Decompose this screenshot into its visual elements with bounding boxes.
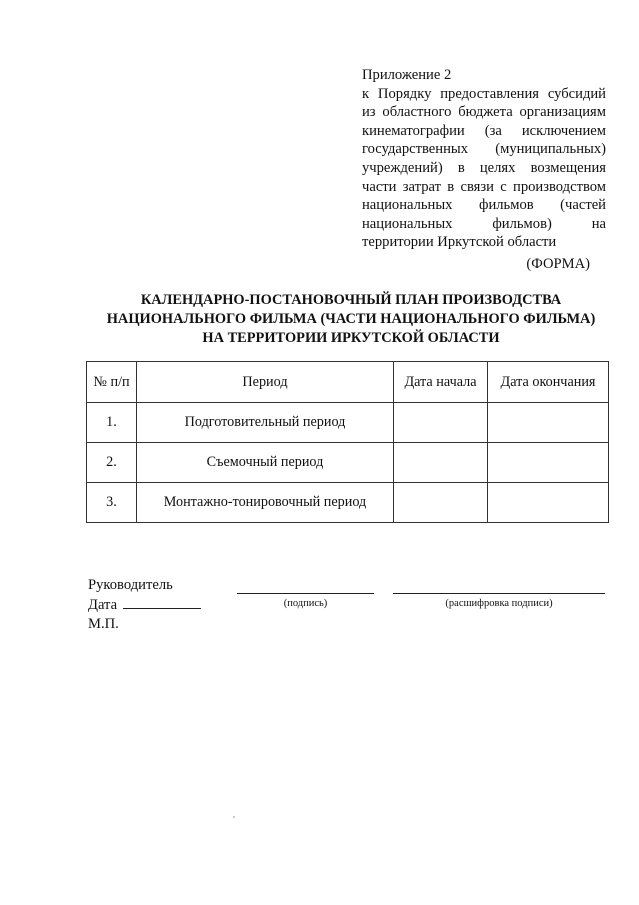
appendix-line: части затрат в связи с производством — [362, 178, 606, 195]
appendix-line: государственных (муниципальных) — [362, 141, 606, 158]
row-end-date — [488, 443, 609, 483]
appendix-line: учреждений) в целях возмещения — [362, 159, 606, 176]
appendix-line: из областного бюджета организациям — [362, 104, 606, 121]
production-plan-table — [86, 361, 609, 523]
row-number: 1. — [87, 403, 137, 443]
date-label: Дата — [88, 597, 118, 613]
title-line: НАЦИОНАЛЬНОГО ФИЛЬМА (ЧАСТИ НАЦИОНАЛЬНОГО ФИЛЬМА) — [106, 311, 596, 327]
row-number: 3. — [87, 483, 137, 523]
appendix-line: национальных фильмов (частей — [362, 197, 606, 214]
decoding-line — [393, 593, 605, 594]
column-header-number: № п/п — [87, 362, 137, 403]
table-header-row — [87, 362, 609, 403]
decoding-caption: (расшифровка подписи) — [445, 598, 553, 609]
appendix-block — [362, 66, 606, 252]
row-number: 2. — [87, 443, 137, 483]
appendix-line: кинематографии (за исключением — [362, 122, 606, 139]
table-row — [87, 483, 609, 523]
row-end-date — [488, 483, 609, 523]
stamp-label: М.П. — [88, 616, 119, 632]
column-header-period: Период — [137, 362, 394, 403]
head-label: Руководитель — [88, 577, 173, 593]
row-start-date — [394, 483, 488, 523]
row-end-date — [488, 403, 609, 443]
appendix-line: национальных фильмов) на — [362, 215, 606, 232]
signature-block — [88, 576, 201, 634]
column-header-start-date: Дата начала — [394, 362, 488, 403]
document-title — [62, 291, 639, 348]
date-line — [88, 595, 201, 615]
row-start-date — [394, 443, 488, 483]
appendix-line: к Порядку предоставления субсидий — [362, 85, 606, 102]
title-line: НА ТЕРРИТОРИИ ИРКУТСКОЙ ОБЛАСТИ — [202, 330, 500, 346]
column-header-end-date: Дата окончания — [488, 362, 609, 403]
signature-line — [237, 593, 374, 594]
date-blank — [123, 595, 201, 609]
form-label: (ФОРМА) — [526, 256, 590, 272]
row-period: Монтажно-тонировочный период — [137, 483, 394, 523]
appendix-line: территории Иркутской области — [362, 234, 557, 251]
scan-speck — [233, 816, 235, 818]
row-period: Съемочный период — [137, 443, 394, 483]
row-period: Подготовительный период — [137, 403, 394, 443]
table-row — [87, 443, 609, 483]
signature-caption: (подпись) — [283, 598, 328, 609]
table-row — [87, 403, 609, 443]
row-start-date — [394, 403, 488, 443]
appendix-line: Приложение 2 — [362, 67, 452, 83]
title-line: КАЛЕНДАРНО-ПОСТАНОВОЧНЫЙ ПЛАН ПРОИЗВОДСТВА — [140, 292, 562, 308]
